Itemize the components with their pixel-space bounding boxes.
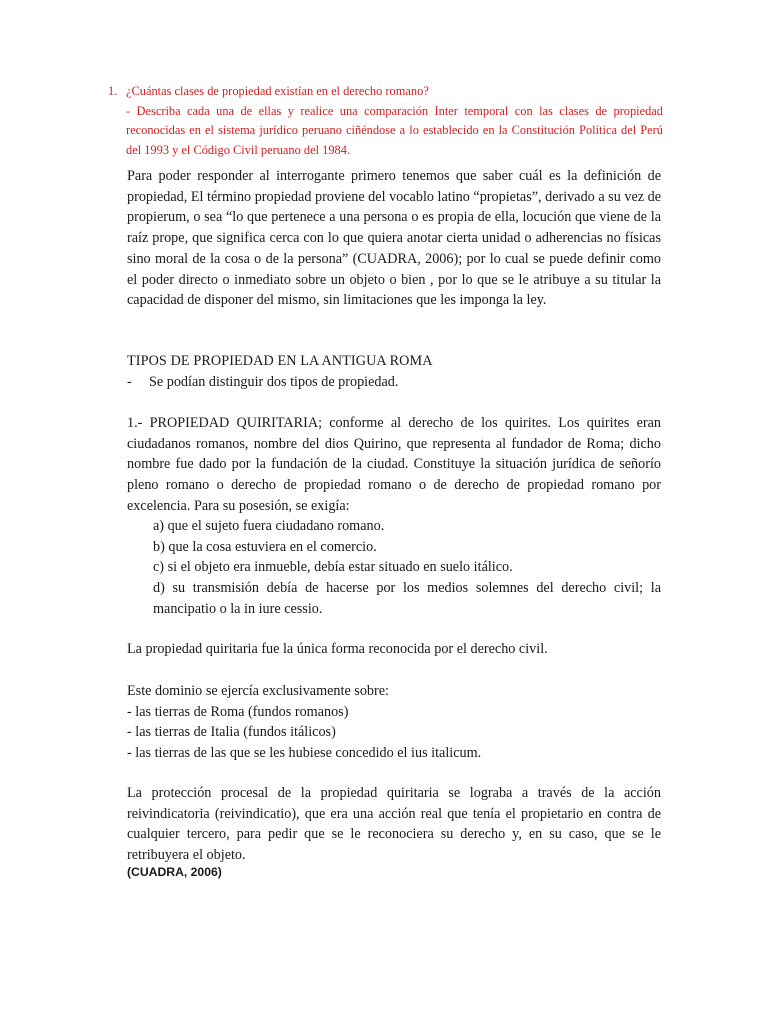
list-item: - las tierras de las que se les hubiese concedido el ius italicum. (127, 745, 482, 762)
dash-bullet: - (127, 374, 132, 390)
unica-forma-paragraph: La propiedad quiritaria fue la única forma reconocida por el derecho civil. (127, 641, 548, 657)
section-heading: TIPOS DE PROPIEDAD EN LA ANTIGUA ROMA (127, 353, 433, 369)
question-number: 1. (108, 84, 118, 98)
list-item: d) su transmisión debía de hacerse por los medios solemnes del derecho civil; la mancipatio o la in iure cessio. (153, 580, 661, 617)
question-subtitle: - Describa cada una de ellas y realice una comparación Inter temporal con las clases de propiedad reconocidas en el sistema jurídico peruano ciñéndose a lo establecido en la Constitución Política del Perú del 1993 y el Código Civil peruano del 1984. (126, 103, 663, 157)
question-title: ¿Cuántas clases de propiedad existían en el derecho romano? (126, 84, 429, 98)
proteccion-paragraph: La protección procesal de la propiedad quiritaria se lograba a través de la acción reivindicatoria (reivindicatio), que era una acción real que tenía el propietario en contra de cualquier tercero, para pedir que se le reconociera su derecho y, en su caso, que se le retribuyera el objeto. (127, 785, 661, 864)
list-item: a) que el sujeto fuera ciudadano romano. (153, 518, 385, 534)
dominio-intro: Este dominio se ejercía exclusivamente sobre: (127, 683, 389, 699)
citation: (CUADRA, 2006) (127, 865, 222, 879)
section-note-text: Se podían distinguir dos tipos de propiedad. (149, 374, 399, 390)
list-item: - las tierras de Roma (fundos romanos) (127, 703, 349, 720)
dominio-paragraph (127, 681, 661, 764)
requirements-list (143, 516, 661, 620)
quiritaria-paragraph: 1.- PROPIEDAD QUIRITARIA; conforme al derecho de los quirites. Los quirites eran ciudadanos romanos, nombre del dios Quirino, que representa al fundador de Roma; dicho nombre fue dado por la fundación de la ciudad. Constituye la situación jurídica de señorío pleno romano o derecho de propiedad romano o de derecho de propiedad romano por excelencia. Para su posesión, se exigía: (127, 415, 661, 514)
intro-paragraph: Para poder responder al interrogante primero tenemos que saber cuál es la definición de propiedad, El término propiedad proviene del vocablo latino “propietas”, derivado a su vez de propierum, o sea “lo que pertenece a una persona o es propia de ella, locución que viene de la raíz prope, que significa cerca con lo que quiera anotar cierta unidad o adherencias no físicas sino moral de la cosa o de la persona” (CUADRA, 2006); por lo cual se puede definir como el poder directo o inmediato sobre un objeto o bien , por lo que se le atribuye a su titular la capacidad de disponer del mismo, sin limitaciones que les imponga la ley. (127, 168, 661, 309)
list-item: - las tierras de Italia (fundos itálicos) (127, 724, 336, 741)
section-note (127, 372, 398, 393)
list-item: b) que la cosa estuviera en el comercio. (153, 538, 377, 555)
list-item: c) si el objeto era inmueble, debía estar situado en suelo itálico. (153, 559, 513, 576)
